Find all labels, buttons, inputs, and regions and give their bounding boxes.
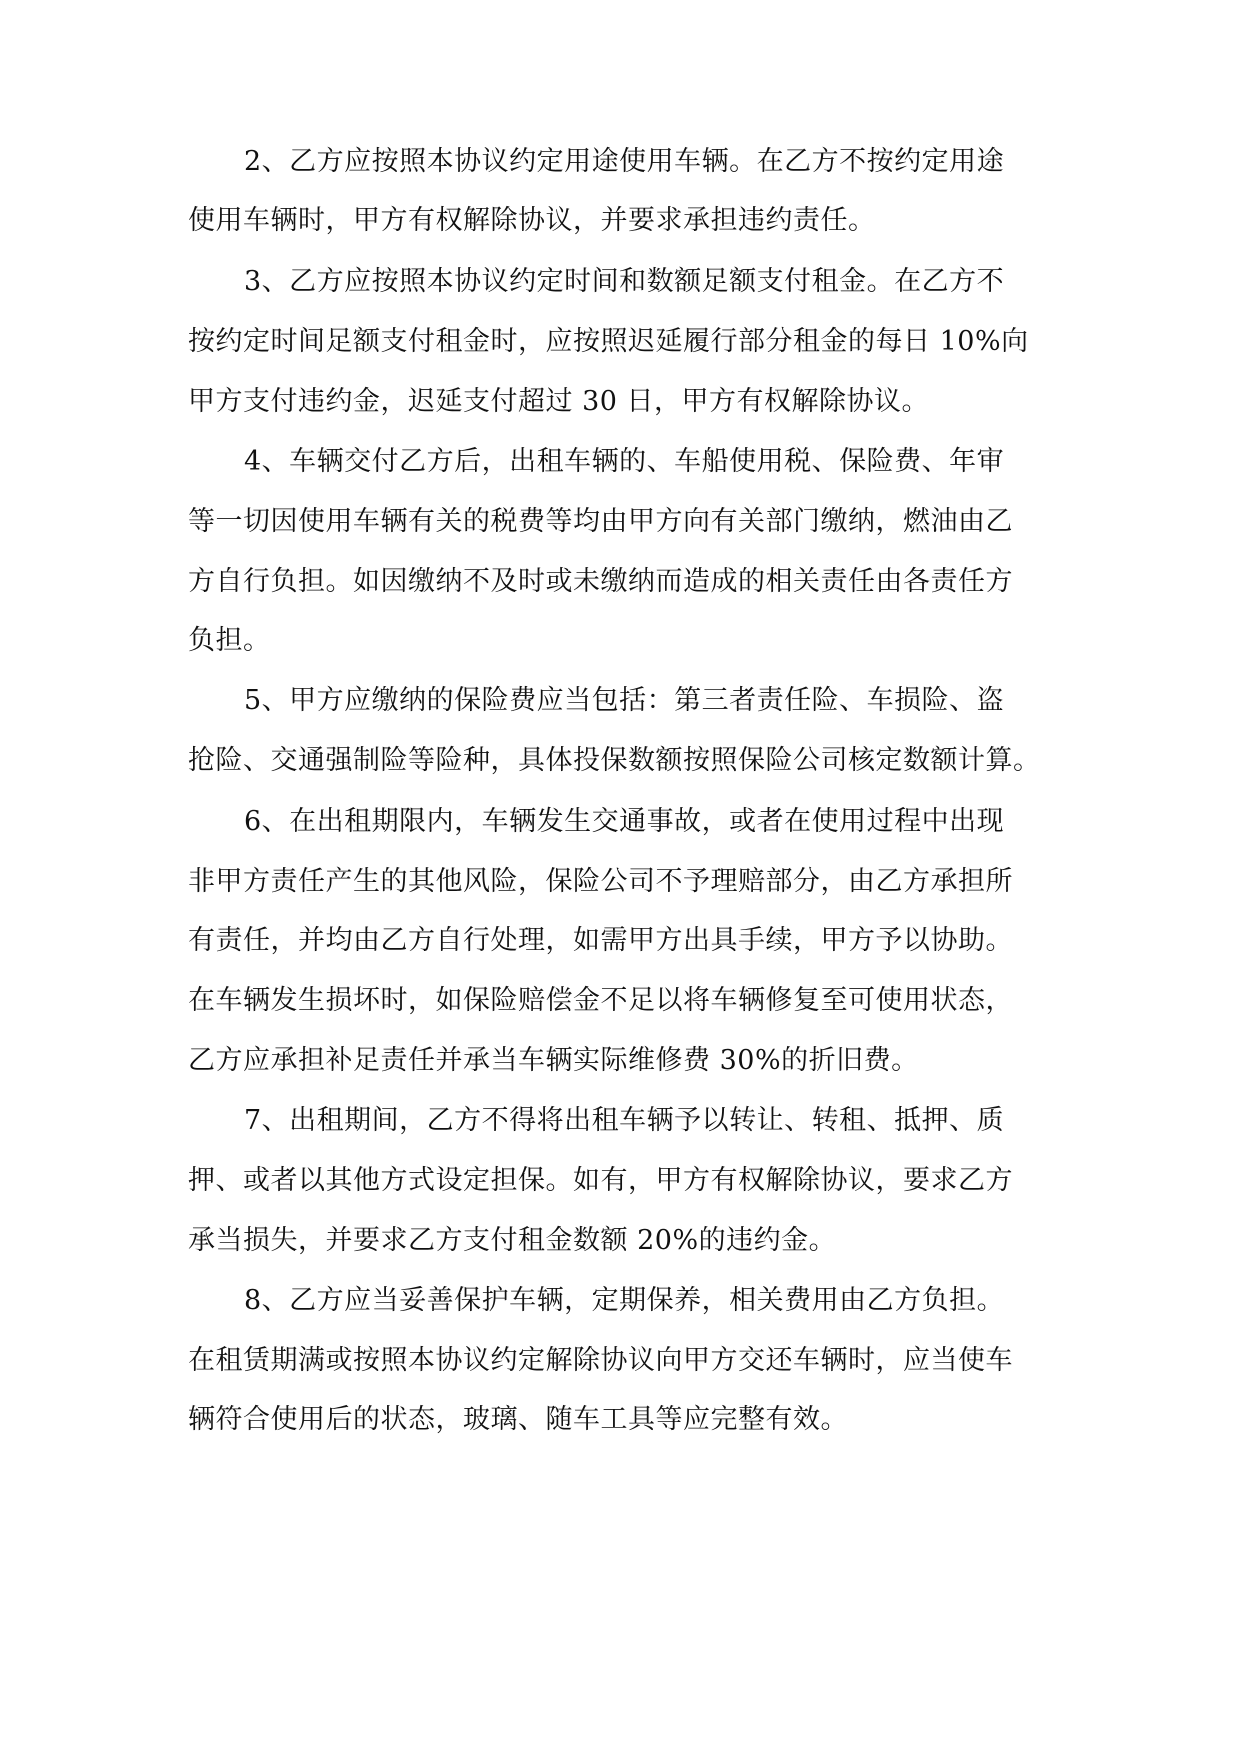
clause-7-line-3: 承当损失，并要求乙方支付租金数额 20%的违约金。 xyxy=(188,1225,837,1256)
clause-7-line-1: 7、出租期间，乙方不得将出租车辆予以转让、转租、抵押、质 xyxy=(244,1105,1005,1136)
clause-4-line-2: 等一切因使用车辆有关的税费等均由甲方向有关部门缴纳，燃油由乙 xyxy=(188,506,1013,537)
clause-5-line-2: 抢险、交通强制险等险种，具体投保数额按照保险公司核定数额计算。 xyxy=(188,745,1041,776)
clause-4-line-4: 负担。 xyxy=(188,625,271,656)
clause-2-line-1: 2、乙方应按照本协议约定用途使用车辆。在乙方不按约定用途 xyxy=(244,146,1005,177)
clause-6-line-4: 在车辆发生损坏时，如保险赔偿金不足以将车辆修复至可使用状态， xyxy=(188,985,1013,1016)
clause-6-line-3: 有责任，并均由乙方自行处理，如需甲方出具手续，甲方予以协助。 xyxy=(188,925,1013,956)
clause-8-line-2: 在租赁期满或按照本协议约定解除协议向甲方交还车辆时，应当使车 xyxy=(188,1345,1013,1376)
clause-3-line-2: 按约定时间足额支付租金时，应按照迟延履行部分租金的每日 10%向 xyxy=(188,326,1029,357)
clause-8-line-3: 辆符合使用后的状态，玻璃、随车工具等应完整有效。 xyxy=(188,1404,848,1435)
clause-4-line-1: 4、车辆交付乙方后，出租车辆的、车船使用税、保险费、年审 xyxy=(244,446,1005,477)
clause-3-line-3: 甲方支付违约金，迟延支付超过 30 日，甲方有权解除协议。 xyxy=(188,386,930,417)
clause-8-line-1: 8、乙方应当妥善保护车辆，定期保养，相关费用由乙方负担。 xyxy=(244,1285,1005,1316)
clause-6-line-5: 乙方应承担补足责任并承当车辆实际维修费 30%的折旧费。 xyxy=(188,1045,919,1076)
clause-3-line-1: 3、乙方应按照本协议约定时间和数额足额支付租金。在乙方不 xyxy=(244,266,1005,297)
clause-6-line-2: 非甲方责任产生的其他风险，保险公司不予理赔部分，由乙方承担所 xyxy=(188,866,1013,897)
clause-4-line-3: 方自行负担。如因缴纳不及时或未缴纳而造成的相关责任由各责任方 xyxy=(188,566,1013,597)
clause-2-line-2: 使用车辆时，甲方有权解除协议，并要求承担违约责任。 xyxy=(188,205,876,236)
clause-7-line-2: 押、或者以其他方式设定担保。如有，甲方有权解除协议，要求乙方 xyxy=(188,1165,1013,1196)
clause-5-line-1: 5、甲方应缴纳的保险费应当包括：第三者责任险、车损险、盗 xyxy=(244,685,1005,716)
clause-6-line-1: 6、在出租期限内，车辆发生交通事故，或者在使用过程中出现 xyxy=(244,806,1005,837)
